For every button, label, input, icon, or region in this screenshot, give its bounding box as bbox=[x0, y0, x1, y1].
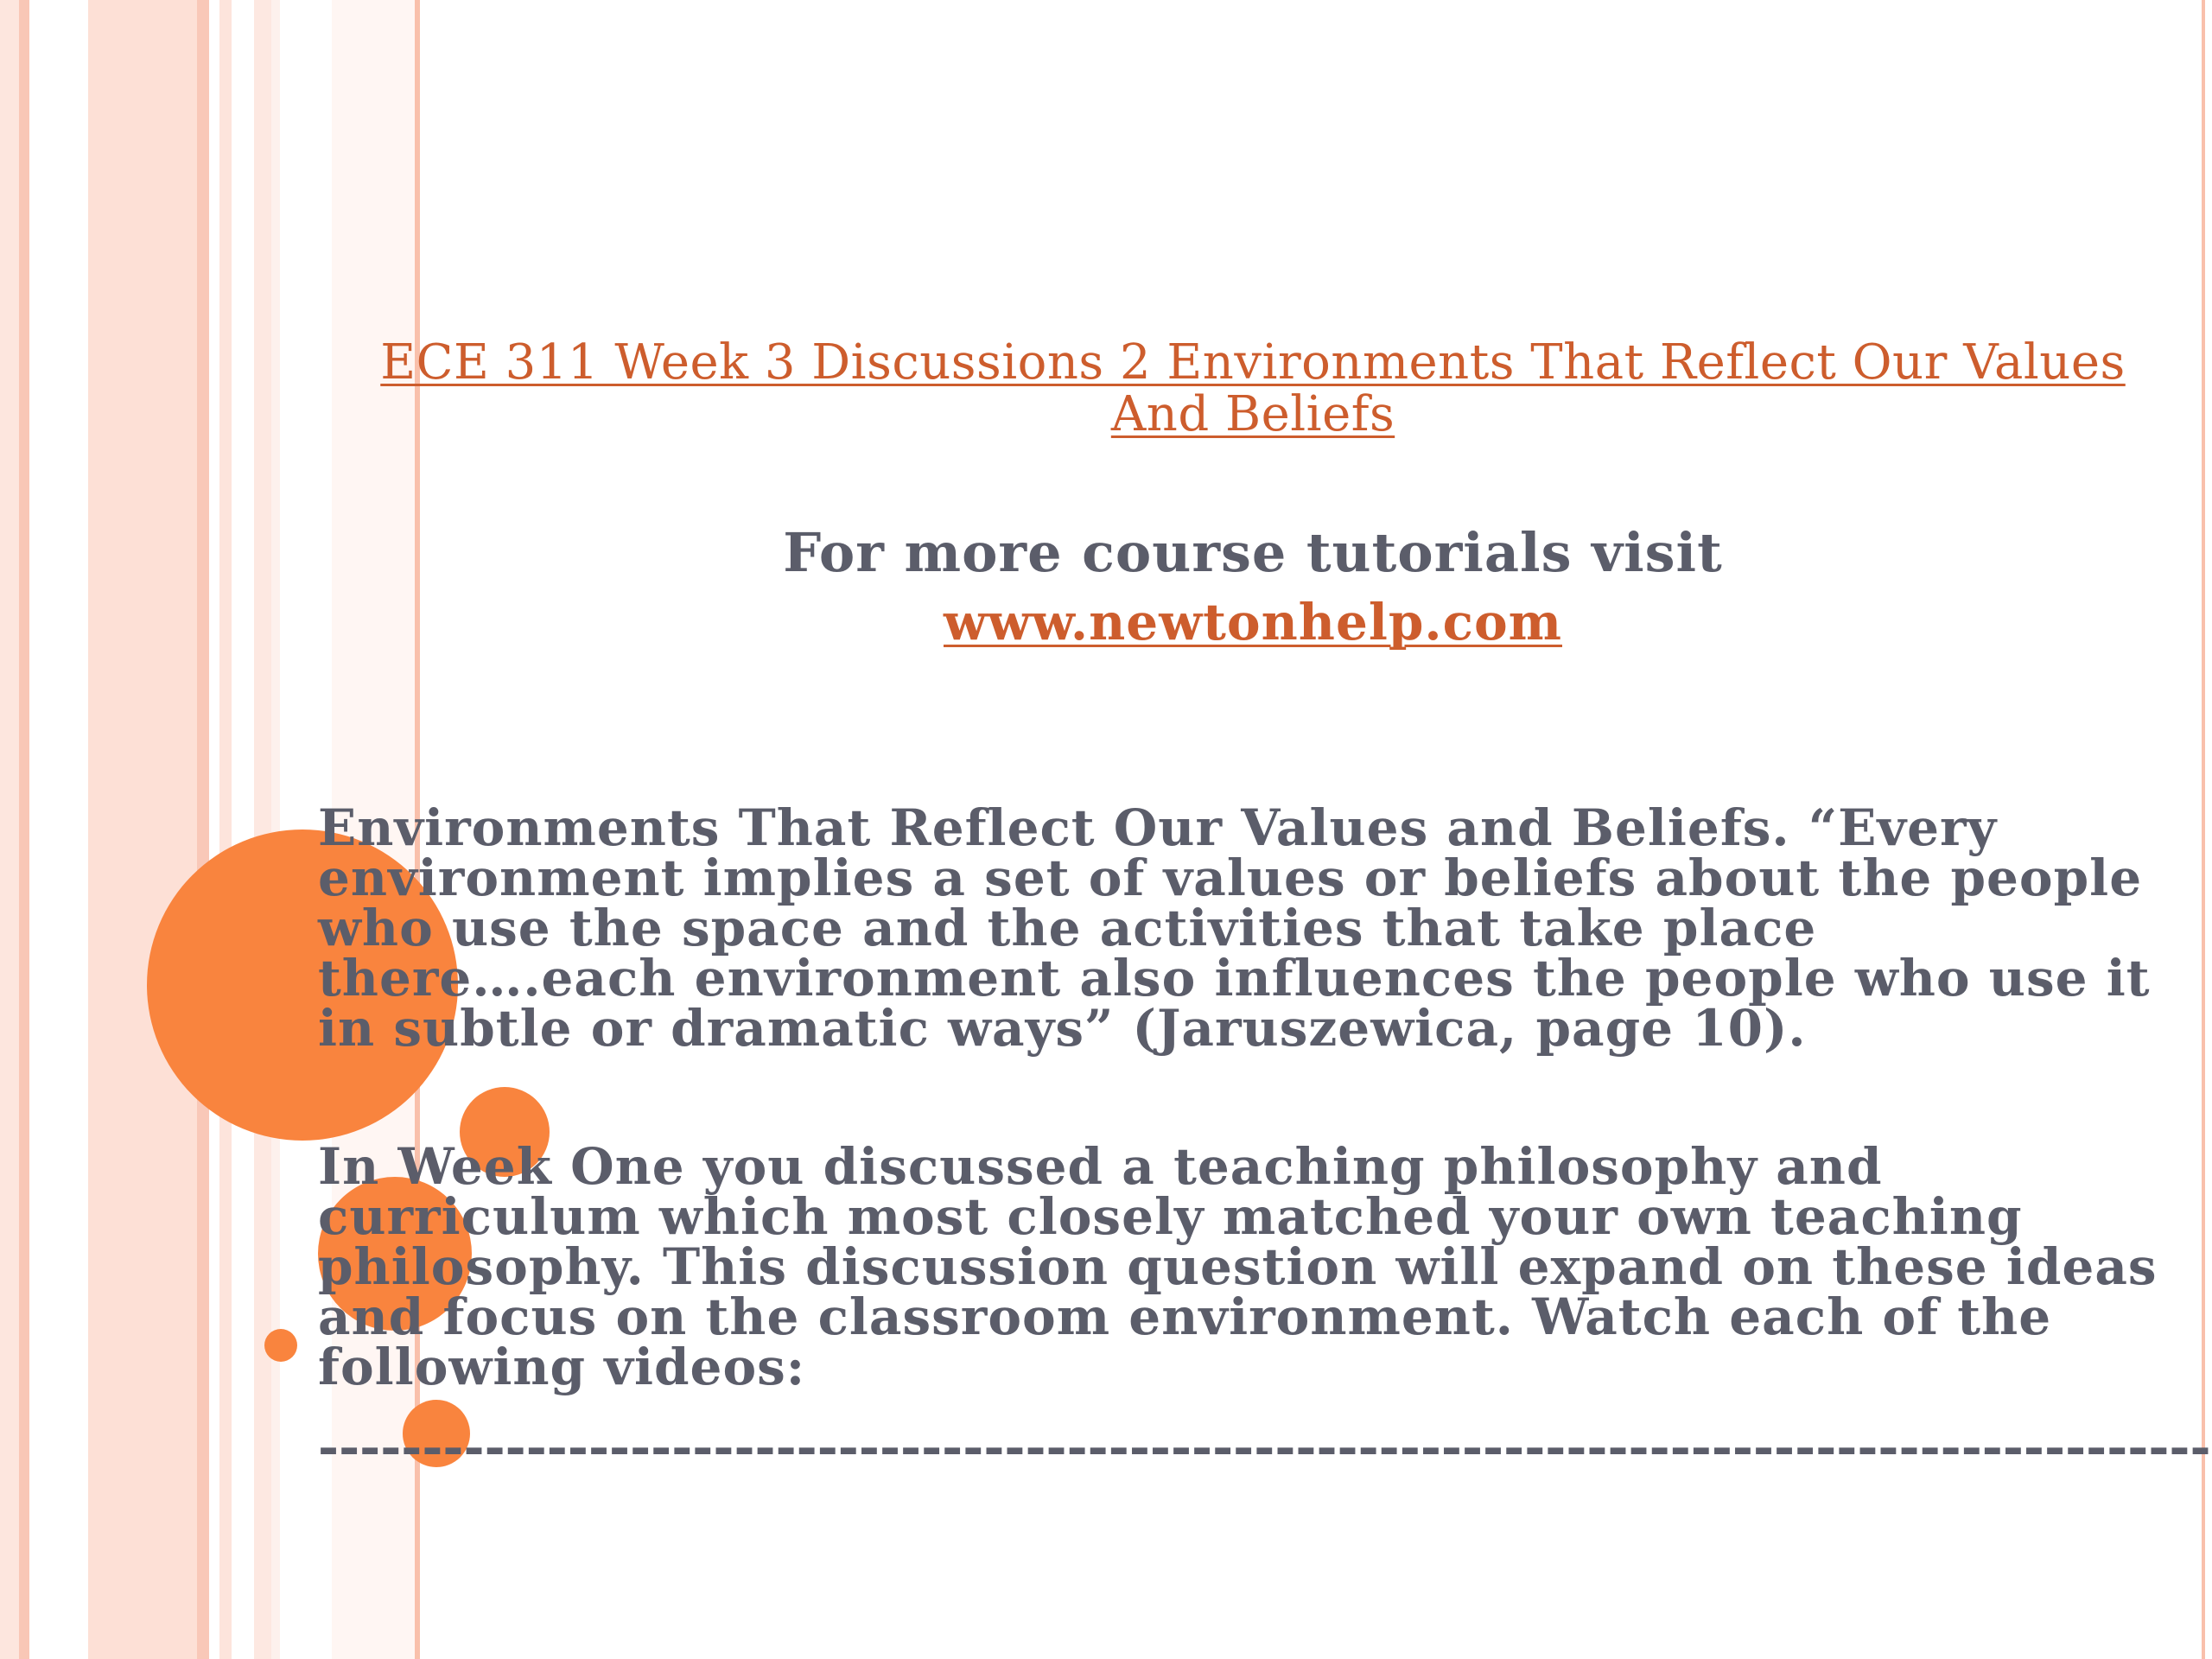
slide-title-link[interactable]: ECE 311 Week 3 Discussions 2 Environments That Reflect Our Values And Beliefs bbox=[380, 334, 2126, 442]
visit-text: For more course tutorials visit bbox=[783, 521, 1723, 584]
paragraph-quote: Environments That Reflect Our Values and Beliefs. “Every environment implies a set of values or beliefs about the people who use the space and the activities that take place there….each environment also influences the people who use it in subtle or dramatic ways” (Jaruszewica, page 10). bbox=[318, 798, 2151, 1058]
website-link[interactable]: www.newtonhelp.com bbox=[943, 593, 1562, 652]
paragraph-instructions: In Week One you discussed a teaching philosophy and curriculum which most closely matched your own teaching philosophy. This discussion question will expand on these ideas and focus on the classroom environment. Watch each of the following videos: bbox=[318, 1137, 2158, 1396]
separator-line: ------------------------------------------------------------------------------------------- bbox=[318, 1418, 2211, 1477]
